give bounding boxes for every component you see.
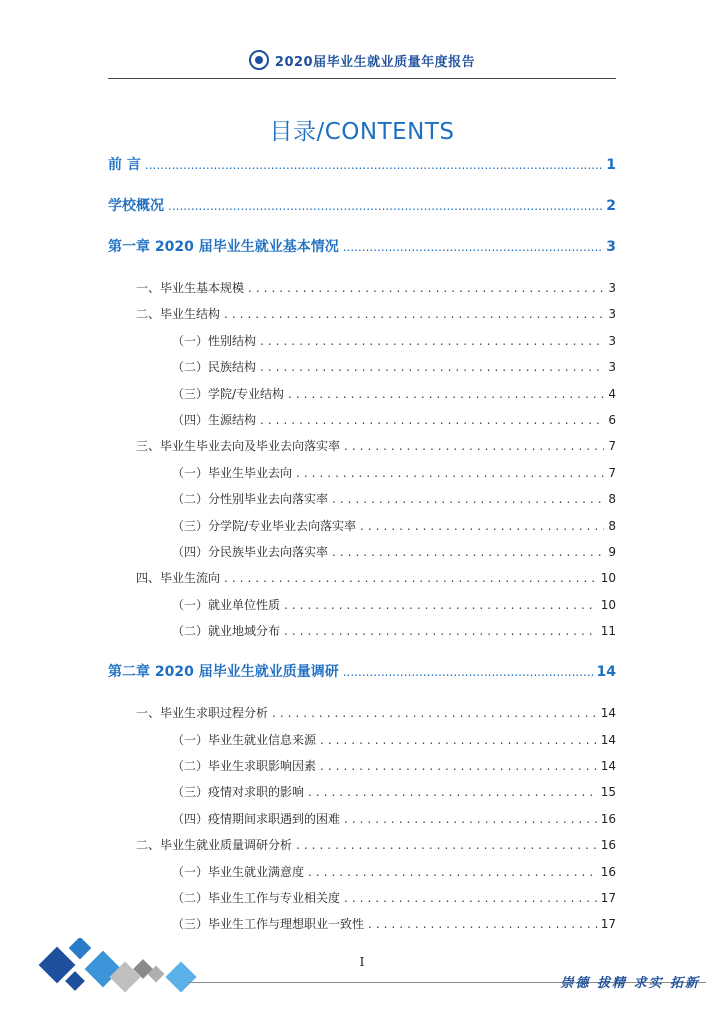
toc-leader-dots [284, 594, 597, 616]
toc-leader-dots [344, 435, 604, 457]
toc-chapter-entry[interactable] [108, 661, 616, 683]
school-motto: 崇德 拔精 求实 拓新 [560, 976, 700, 991]
toc-entry[interactable] [108, 620, 616, 642]
header-content [0, 50, 724, 70]
page-number: I [359, 955, 365, 969]
toc-leader-dots [332, 541, 604, 563]
toc-entry-page: 14 [596, 664, 616, 681]
toc-entry[interactable] [108, 887, 616, 909]
toc-entry[interactable] [108, 567, 616, 589]
toc-entry[interactable] [108, 409, 616, 431]
toc-entry[interactable] [108, 808, 616, 830]
toc-entry-title: 二、毕业生就业质量调研分析 [136, 838, 293, 853]
toc-entry-title: （四）分民族毕业去向落实率 [172, 545, 329, 559]
toc-entry[interactable] [108, 781, 616, 803]
toc-entry-page: 7 [608, 439, 616, 454]
toc-leader-dots [224, 303, 604, 325]
toc-entry-title: （一）就业单位性质 [172, 597, 281, 612]
toc-entry-page: 4 [608, 386, 616, 401]
toc-entry-page: 14 [600, 759, 616, 773]
toc-leader-dots [320, 729, 597, 751]
toc-entry[interactable] [108, 729, 616, 751]
toc-entry-page: 10 [600, 597, 616, 612]
toc-entry[interactable] [108, 383, 616, 405]
toc-entry-page: 16 [600, 811, 616, 826]
toc-entry-title: （三）毕业生工作与理想职业一致性 [172, 917, 365, 932]
toc-entry-page: 15 [600, 785, 616, 800]
toc-entry-title: （三）疫情对求职的影响 [172, 785, 305, 800]
toc-leader-dots [145, 154, 602, 176]
toc-entry-page: 9 [608, 545, 616, 559]
toc-entry[interactable] [108, 277, 616, 299]
toc-entry[interactable] [108, 541, 616, 563]
toc-leader-dots [224, 567, 597, 589]
toc-entry[interactable] [108, 515, 616, 537]
toc-leader-dots [360, 515, 604, 537]
toc-entry-page: 10 [600, 571, 616, 586]
toc-entry-title: （一）毕业生就业信息来源 [172, 732, 317, 747]
toc-entry-title: （二）毕业生求职影响因素 [172, 759, 317, 773]
toc-entry-page: 7 [608, 465, 616, 480]
toc-entry-page: 1 [606, 157, 616, 173]
toc-entry[interactable] [108, 356, 616, 378]
toc-leader-dots [260, 356, 604, 378]
toc-entry-title: 前 言 [108, 157, 141, 173]
toc-entry-page: 17 [600, 917, 616, 932]
toc-chapter-entry[interactable] [108, 195, 616, 217]
toc-entry-page: 3 [608, 281, 616, 295]
toc-entry-page: 3 [608, 360, 616, 375]
toc-leader-dots [343, 236, 603, 258]
toc-entry-title: 一、毕业生求职过程分析 [136, 706, 269, 721]
toc-entry-title: （四）疫情期间求职遇到的困难 [172, 811, 341, 826]
toc-entry[interactable] [108, 755, 616, 777]
toc-leader-dots [368, 913, 597, 935]
toc-entry-title: （一）毕业生就业满意度 [172, 864, 305, 879]
toc-entry-title: （一）毕业生毕业去向 [172, 465, 293, 480]
toc-entry-title: 第一章 2020 届毕业生就业基本情况 [108, 239, 339, 255]
toc-entry[interactable] [108, 594, 616, 616]
toc-leader-dots [248, 277, 604, 299]
university-emblem-icon [249, 50, 269, 70]
toc-leader-dots [308, 781, 597, 803]
toc-entry[interactable] [108, 488, 616, 510]
toc-entry-page: 8 [608, 518, 616, 533]
toc-chapter-entry[interactable] [108, 154, 616, 176]
header-divider [108, 78, 616, 79]
decorative-squares-icon [30, 938, 200, 1004]
toc-leader-dots [344, 887, 597, 909]
toc-leader-dots [332, 488, 604, 510]
toc-entry-page: 2 [606, 198, 616, 214]
toc-leader-dots [288, 383, 604, 405]
toc-leader-dots [344, 808, 597, 830]
toc-entry[interactable] [108, 462, 616, 484]
toc-entry-title: 学校概况 [108, 198, 164, 214]
toc-entry-title: 一、毕业生基本规模 [136, 281, 245, 295]
toc-entry-page: 3 [608, 307, 616, 322]
toc-entry-title: （二）就业地域分布 [172, 624, 281, 639]
toc-leader-dots [320, 755, 597, 777]
toc-leader-dots [296, 834, 597, 856]
toc-leader-dots [260, 409, 604, 431]
toc-entry-page: 17 [600, 891, 616, 905]
page-header [0, 44, 724, 80]
toc-title: 目录/CONTENTS [269, 119, 455, 145]
toc-entry[interactable] [108, 435, 616, 457]
toc-entry-title: （二）毕业生工作与专业相关度 [172, 891, 341, 905]
toc-entry-title: （三）学院/专业结构 [172, 386, 285, 401]
toc-leader-dots [343, 661, 593, 683]
toc-entry-title: 二、毕业生结构 [136, 307, 221, 322]
toc-entry-title: （一）性别结构 [172, 333, 257, 348]
toc-entry-page: 11 [600, 624, 616, 639]
toc-entry[interactable] [108, 702, 616, 724]
toc-leader-dots [308, 861, 597, 883]
toc-entry-title: （四）生源结构 [172, 413, 257, 427]
toc-entry-title: 三、毕业生毕业去向及毕业去向落实率 [136, 439, 341, 454]
toc-leader-dots [168, 195, 602, 217]
toc-leader-dots [296, 462, 604, 484]
toc-entry[interactable] [108, 330, 616, 352]
toc-leader-dots [284, 620, 597, 642]
toc-chapter-entry[interactable] [108, 236, 616, 258]
toc-entry-title: 第二章 2020 届毕业生就业质量调研 [108, 664, 339, 681]
toc-entry-title: （二）民族结构 [172, 360, 257, 375]
toc-entry-page: 14 [600, 706, 616, 721]
toc-entry-title: （二）分性别毕业去向落实率 [172, 492, 329, 507]
toc-entry-title: 四、毕业生流向 [136, 571, 221, 586]
toc-entry-page: 14 [600, 732, 616, 747]
toc-entry-page: 16 [600, 838, 616, 853]
toc-entry-page: 6 [608, 413, 616, 427]
toc-entry-page: 3 [606, 239, 616, 255]
toc-entry-page: 16 [600, 864, 616, 879]
toc-leader-dots [260, 330, 604, 352]
toc-entry-page: 3 [608, 333, 616, 348]
toc-entry-title: （三）分学院/专业毕业去向落实率 [172, 518, 357, 533]
toc-entry[interactable] [108, 861, 616, 883]
toc-leader-dots [272, 702, 597, 724]
toc-entry[interactable] [108, 834, 616, 856]
toc-entry[interactable] [108, 303, 616, 325]
header-title: 2020届毕业生就业质量年度报告 [274, 54, 476, 70]
toc-entry-page: 8 [608, 492, 616, 507]
toc-entry[interactable] [108, 913, 616, 935]
